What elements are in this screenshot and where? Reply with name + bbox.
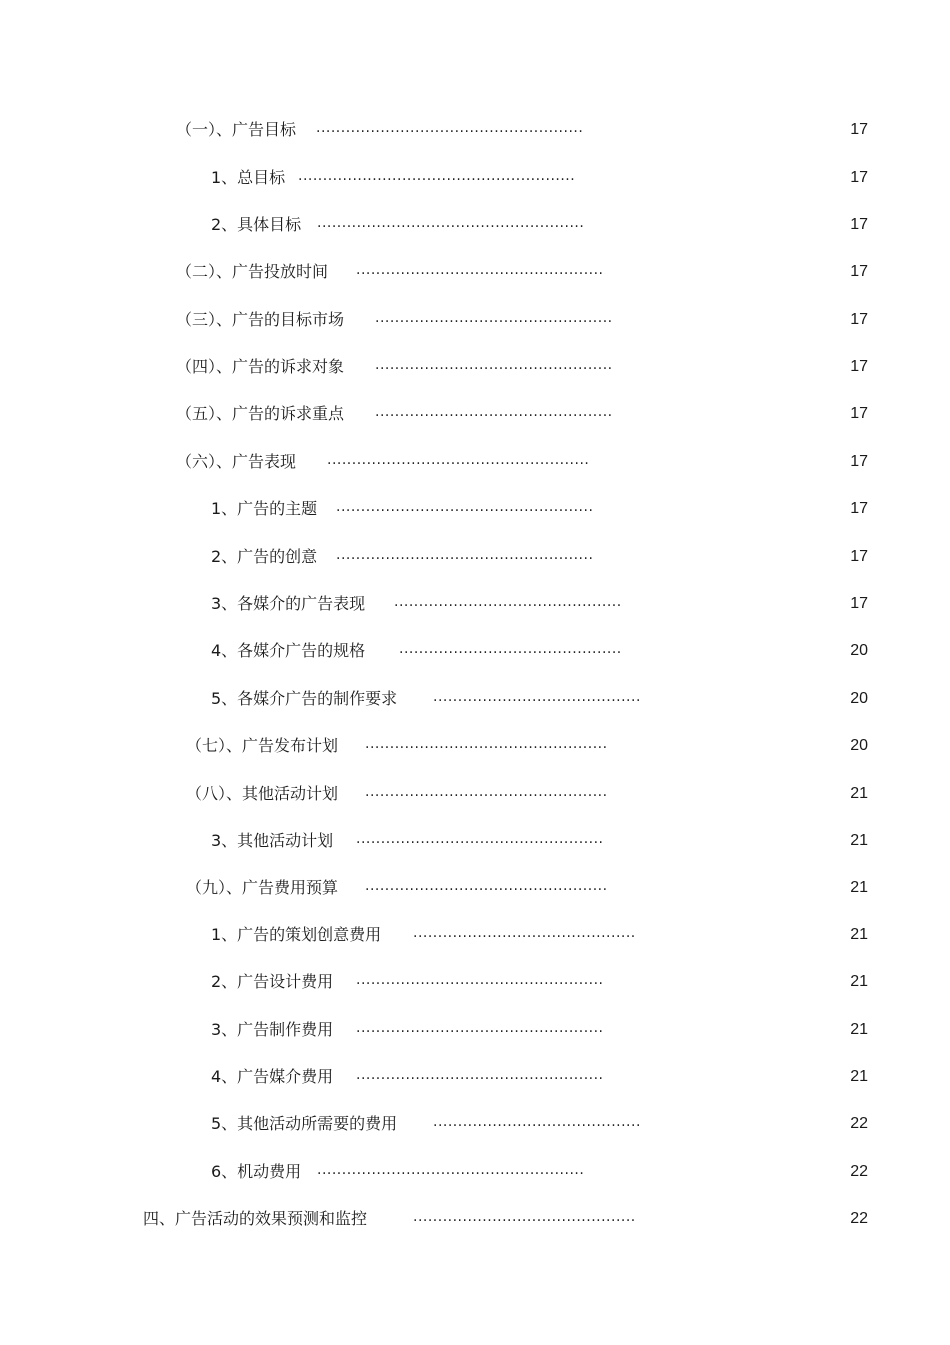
toc-entry-label: （九）、广告费用预算 — [186, 878, 339, 897]
toc-entry-label: 3、其他活动计划 — [211, 831, 334, 850]
toc-leader-dots: .............................................. — [394, 594, 622, 610]
toc-leader-dots: .......................................... — [433, 689, 641, 705]
toc-entry[interactable] — [0, 497, 950, 521]
toc-page-number: 21 — [850, 785, 868, 802]
toc-entry-label: 3、各媒介的广告表现 — [211, 594, 366, 613]
toc-entry[interactable] — [0, 592, 950, 616]
toc-page-number: 17 — [850, 263, 868, 280]
toc-entry-label: 1、广告的主题 — [211, 499, 318, 518]
toc-leader-dots: ............................................. — [413, 925, 636, 941]
toc-page-number: 20 — [850, 690, 868, 707]
toc-entry[interactable] — [0, 923, 950, 947]
toc-entry-label: 1、广告的策划创意费用 — [211, 925, 382, 944]
toc-entry-label: （八）、其他活动计划 — [186, 784, 339, 803]
toc-entry-label: 6、机动费用 — [211, 1162, 302, 1181]
toc-leader-dots: ...................................................... — [316, 120, 584, 136]
toc-leader-dots: ..................................................... — [327, 452, 590, 468]
toc-entry[interactable] — [0, 308, 950, 332]
toc-page-number: 17 — [850, 121, 868, 138]
toc-page-number: 21 — [850, 1021, 868, 1038]
toc-page-number: 21 — [850, 1068, 868, 1085]
toc-entry-label: （六）、广告表现 — [176, 452, 297, 471]
toc-leader-dots: .................................................. — [356, 831, 604, 847]
toc-page-number: 21 — [850, 879, 868, 896]
toc-leader-dots: ................................................. — [365, 878, 608, 894]
toc-entry[interactable] — [0, 1160, 950, 1184]
toc-leader-dots: ................................................ — [375, 357, 613, 373]
toc-page-number: 21 — [850, 973, 868, 990]
toc-entry-label: 4、各媒介广告的规格 — [211, 641, 366, 660]
toc-entry[interactable] — [0, 1018, 950, 1042]
toc-page-number: 21 — [850, 926, 868, 943]
toc-page-number: 20 — [850, 642, 868, 659]
toc-leader-dots: ................................................ — [375, 404, 613, 420]
toc-entry-label: （三）、广告的目标市场 — [176, 310, 345, 329]
toc-entry[interactable] — [0, 734, 950, 758]
toc-entry-label: 5、其他活动所需要的费用 — [211, 1114, 398, 1133]
toc-leader-dots: .................................................... — [336, 547, 594, 563]
toc-page-number: 21 — [850, 832, 868, 849]
toc-entry[interactable] — [0, 118, 950, 142]
toc-entry-label: 2、具体目标 — [211, 215, 302, 234]
toc-leader-dots: ................................................. — [365, 736, 608, 752]
toc-entry[interactable] — [0, 1112, 950, 1136]
toc-entry[interactable] — [0, 450, 950, 474]
toc-leader-dots: ............................................. — [413, 1209, 636, 1225]
toc-entry[interactable] — [0, 639, 950, 663]
toc-entry-label: 2、广告的创意 — [211, 547, 318, 566]
toc-page-number: 17 — [850, 595, 868, 612]
toc-entry-label: 3、广告制作费用 — [211, 1020, 334, 1039]
toc-leader-dots: ........................................................ — [298, 168, 576, 184]
toc-entry[interactable] — [0, 970, 950, 994]
toc-page-number: 22 — [850, 1210, 868, 1227]
toc-leader-dots: ...................................................... — [317, 215, 585, 231]
toc-entry[interactable] — [0, 829, 950, 853]
toc-leader-dots: .......................................... — [433, 1114, 641, 1130]
toc-entry[interactable] — [0, 166, 950, 190]
toc-leader-dots: .................................................. — [356, 1067, 604, 1083]
toc-page-number: 17 — [850, 548, 868, 565]
toc-entry-label: 2、广告设计费用 — [211, 972, 334, 991]
toc-leader-dots: .................................................... — [336, 499, 594, 515]
toc-page-number: 17 — [850, 311, 868, 328]
toc-page-number: 17 — [850, 169, 868, 186]
toc-entry-label: （四）、广告的诉求对象 — [176, 357, 345, 376]
toc-leader-dots: ................................................. — [365, 784, 608, 800]
toc-leader-dots: .................................................. — [356, 972, 604, 988]
toc-entry-label: （二）、广告投放时间 — [176, 262, 329, 281]
toc-entry[interactable] — [0, 687, 950, 711]
toc-page-number: 17 — [850, 453, 868, 470]
toc-entry-label: 5、各媒介广告的制作要求 — [211, 689, 398, 708]
toc-entry-label: （七）、广告发布计划 — [186, 736, 339, 755]
toc-page-number: 22 — [850, 1115, 868, 1132]
toc-entry[interactable] — [0, 402, 950, 426]
toc-entry[interactable] — [0, 355, 950, 379]
toc-leader-dots: .................................................. — [356, 1020, 604, 1036]
toc-page-number: 17 — [850, 405, 868, 422]
toc-entry-label: 1、总目标 — [211, 168, 286, 187]
toc-page-number: 20 — [850, 737, 868, 754]
toc-entry-label: （五）、广告的诉求重点 — [176, 404, 345, 423]
toc-entry-label: （一）、广告目标 — [176, 120, 297, 139]
toc-entry[interactable] — [0, 876, 950, 900]
toc-entry[interactable] — [0, 1207, 950, 1231]
toc-entry[interactable] — [0, 213, 950, 237]
toc-leader-dots: .................................................. — [356, 262, 604, 278]
toc-entry[interactable] — [0, 545, 950, 569]
toc-page-number: 17 — [850, 500, 868, 517]
toc-page-number: 22 — [850, 1163, 868, 1180]
toc-entry[interactable] — [0, 260, 950, 284]
toc-leader-dots: ................................................ — [375, 310, 613, 326]
toc-entry-label: 四、广告活动的效果预测和监控 — [143, 1209, 368, 1228]
toc-entry[interactable] — [0, 782, 950, 806]
toc-entry[interactable] — [0, 1065, 950, 1089]
toc-page-number: 17 — [850, 358, 868, 375]
toc-entry-label: 4、广告媒介费用 — [211, 1067, 334, 1086]
toc-page-number: 17 — [850, 216, 868, 233]
toc-leader-dots: ............................................. — [399, 641, 622, 657]
toc-leader-dots: ...................................................... — [317, 1162, 585, 1178]
